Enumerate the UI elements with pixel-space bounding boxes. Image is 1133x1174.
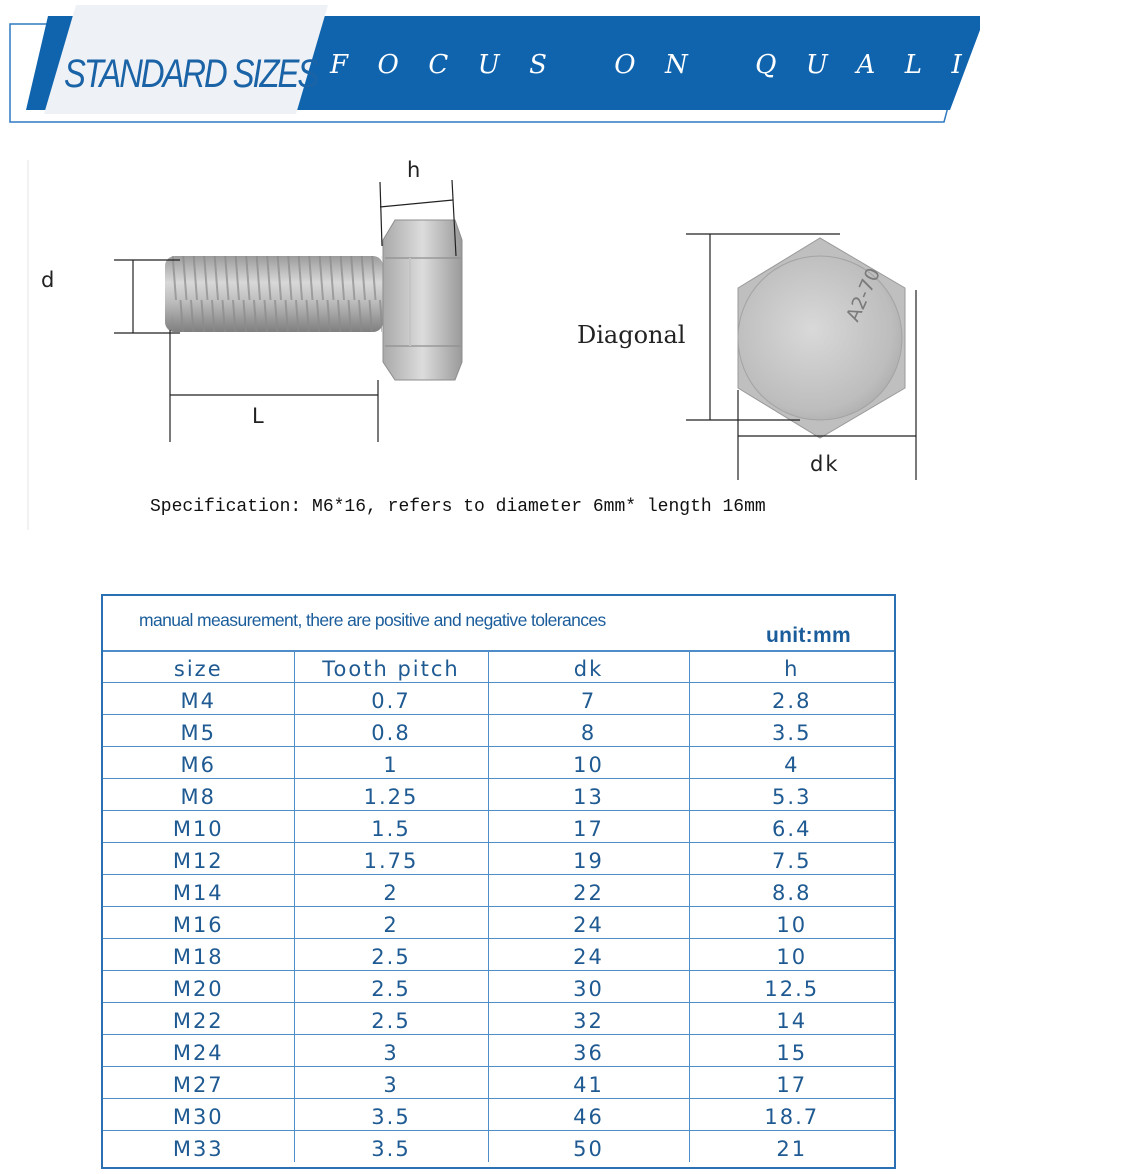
table-row	[103, 715, 894, 747]
cell-tooth-pitch: 1	[294, 747, 488, 779]
cell-tooth-pitch: 0.8	[294, 715, 488, 747]
table-row	[103, 1003, 894, 1035]
cell-size: M6	[103, 747, 294, 779]
bolt-drawing	[0, 140, 980, 540]
cell-h: 21	[689, 1131, 894, 1163]
L-dimension	[170, 330, 378, 442]
cell-dk: 10	[488, 747, 689, 779]
cell-size: M22	[103, 1003, 294, 1035]
cell-tooth-pitch: 2.5	[294, 971, 488, 1003]
cell-h: 6.4	[689, 811, 894, 843]
cell-tooth-pitch: 3.5	[294, 1131, 488, 1163]
cell-size: M33	[103, 1131, 294, 1163]
cell-h: 10	[689, 939, 894, 971]
cell-size: M24	[103, 1035, 294, 1067]
L-label: L	[252, 404, 264, 428]
cell-size: M10	[103, 811, 294, 843]
cell-size: M5	[103, 715, 294, 747]
cell-dk: 41	[488, 1067, 689, 1099]
banner-slogan: FOCUS ON QUALITYE	[330, 50, 1133, 80]
table-row	[103, 971, 894, 1003]
table-row	[103, 939, 894, 971]
cell-dk: 50	[488, 1131, 689, 1163]
banner-title: STANDARD SIZES	[64, 52, 318, 96]
cell-h: 3.5	[689, 715, 894, 747]
cell-tooth-pitch: 3	[294, 1035, 488, 1067]
cell-h: 12.5	[689, 971, 894, 1003]
cell-h: 15	[689, 1035, 894, 1067]
size-table-panel	[101, 594, 896, 1169]
cell-dk: 46	[488, 1099, 689, 1131]
cell-size: M27	[103, 1067, 294, 1099]
cell-dk: 19	[488, 843, 689, 875]
cell-tooth-pitch: 1.75	[294, 843, 488, 875]
specification-text: Specification: M6*16, refers to diameter 6mm* length 16mm	[150, 497, 766, 517]
table-row	[103, 683, 894, 715]
header-size: size	[103, 651, 294, 683]
table-row	[103, 1099, 894, 1131]
cell-dk: 30	[488, 971, 689, 1003]
table-row	[103, 779, 894, 811]
table-header-row	[103, 651, 894, 683]
dk-label: dk	[810, 452, 840, 476]
table-row	[103, 1131, 894, 1163]
size-table	[103, 650, 894, 1162]
cell-tooth-pitch: 2	[294, 907, 488, 939]
bolt-threads	[172, 256, 382, 332]
cell-h: 8.8	[689, 875, 894, 907]
cell-dk: 22	[488, 875, 689, 907]
cell-tooth-pitch: 3.5	[294, 1099, 488, 1131]
cell-h: 2.8	[689, 683, 894, 715]
cell-size: M4	[103, 683, 294, 715]
cell-h: 17	[689, 1067, 894, 1099]
cell-size: M18	[103, 939, 294, 971]
cell-tooth-pitch: 2.5	[294, 939, 488, 971]
cell-h: 10	[689, 907, 894, 939]
cell-size: M14	[103, 875, 294, 907]
bolt-head-side	[383, 220, 462, 380]
cell-h: 14	[689, 1003, 894, 1035]
diagonal-label: Diagonal	[577, 321, 686, 349]
header-banner	[0, 0, 1133, 130]
cell-tooth-pitch: 1.5	[294, 811, 488, 843]
table-row	[103, 811, 894, 843]
cell-h: 18.7	[689, 1099, 894, 1131]
header-h: h	[689, 651, 894, 683]
bolt-head-top-view	[738, 238, 905, 438]
unit-label: unit:mm	[766, 624, 851, 647]
cell-size: M16	[103, 907, 294, 939]
header-tooth-pitch: Tooth pitch	[294, 651, 488, 683]
cell-size: M8	[103, 779, 294, 811]
cell-tooth-pitch: 3	[294, 1067, 488, 1099]
table-row	[103, 747, 894, 779]
table-row	[103, 1067, 894, 1099]
cell-tooth-pitch: 2.5	[294, 1003, 488, 1035]
header-dk: dk	[488, 651, 689, 683]
cell-h: 7.5	[689, 843, 894, 875]
table-row	[103, 843, 894, 875]
head-marking: A2-70	[842, 264, 885, 325]
tolerance-note: manual measurement, there are positive and negative tolerances	[139, 610, 606, 630]
bolt-side-view	[165, 220, 462, 380]
cell-h: 4	[689, 747, 894, 779]
cell-dk: 32	[488, 1003, 689, 1035]
bolt-dimension-figure	[0, 140, 980, 540]
cell-dk: 17	[488, 811, 689, 843]
cell-dk: 7	[488, 683, 689, 715]
cell-dk: 13	[488, 779, 689, 811]
cell-size: M30	[103, 1099, 294, 1131]
h-label: h	[407, 158, 421, 182]
table-row	[103, 1035, 894, 1067]
cell-dk: 36	[488, 1035, 689, 1067]
cell-dk: 24	[488, 939, 689, 971]
cell-tooth-pitch: 0.7	[294, 683, 488, 715]
cell-tooth-pitch: 2	[294, 875, 488, 907]
cell-h: 5.3	[689, 779, 894, 811]
table-row	[103, 875, 894, 907]
cell-size: M20	[103, 971, 294, 1003]
cell-tooth-pitch: 1.25	[294, 779, 488, 811]
d-label: d	[41, 268, 55, 292]
cell-dk: 8	[488, 715, 689, 747]
cell-size: M12	[103, 843, 294, 875]
cell-dk: 24	[488, 907, 689, 939]
table-row	[103, 907, 894, 939]
